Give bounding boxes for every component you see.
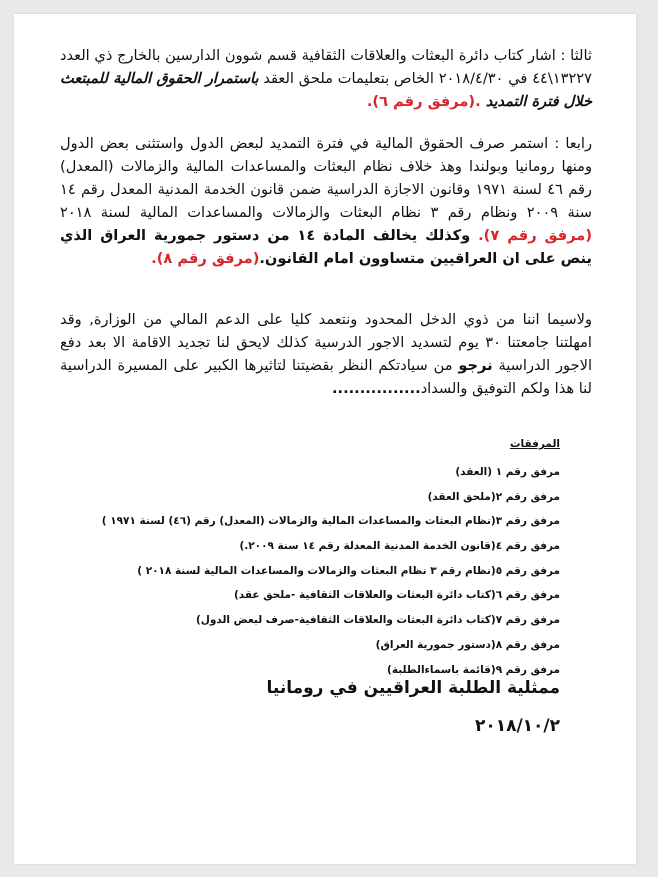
attachment-item: مرفق رقم ٢(ملحق العقد) <box>427 490 560 503</box>
paragraph-request <box>60 308 592 400</box>
paragraph-request-text-1: ولاسيما اننا من ذوي الدخل المحدود ونتعمد كليا على الدعم المالي من الوزارة, وقد امهلتنا جامعتنا ٣٠ يوم لتسديد الاجور الدرسية كذلك لايحق لنا تجديد الاقامة الا بعد دفع الاجور الدراسية <box>60 311 592 374</box>
attachment-item: مرفق رقم ٨(دستور جمورية العراق) <box>375 638 560 651</box>
attachment-item: مرفق رقم ٩(قائمة باسماءالطلبة) <box>387 663 560 676</box>
document-page <box>14 14 636 864</box>
attachment-item: مرفق رقم ١ (العقد) <box>455 466 560 478</box>
paragraph-request-text-2: من سيادتكم النظر بقضيتنا لتاثيرها الكبير على المسيرة الدراسية لنا هذا ولكم التوفيق والسداد <box>60 357 592 397</box>
attachment-item: مرفق رقم ٧(كتاب دائرة البعثات والعلاقات الثقافية-صرف لبعض الدول) <box>195 614 560 627</box>
attachments-list <box>60 460 560 682</box>
attachment-item: مرفق رقم ٣(نظام البعثات والمساعدات المالية والزمالات (المعدل) رقم (٤٦) لسنة ١٩٧١ ) <box>101 515 560 528</box>
document-date: ٢٠١٨/١٠/٢ <box>474 716 560 736</box>
attachment-item: مرفق رقم ٥(نظام رقم ٣ نظام البعثات والزمالات والمساعدات المالية لسنة ٢٠١٨ ) <box>137 564 560 577</box>
attachment-ref-8: (مرفق رقم ٨). <box>151 250 260 267</box>
attachments-title: المرفقات <box>509 438 560 450</box>
paragraph-third-text: ثالثا : اشار كتاب دائرة البعثات والعلاقات الثقافية قسم شوون الدارسين بالخارج ذي العدد ١٣٢٢٧\٤٤ في ٢٠١٨/٤/٣٠ الخاص بتعليمات ملحق العقد <box>60 47 592 87</box>
attachment-item: مرفق رقم ٤(قانون الخدمة المدنية المعدلة رقم ١٤ سنة ٢٠٠٩.) <box>239 540 560 553</box>
paragraph-request-bold: نرجو <box>458 357 493 374</box>
paragraph-fourth <box>60 132 592 270</box>
paragraph-fourth-bold: وكذلك يخالف المادة ١٤ من دستور جمورية العراق الذي ينص على ان العراقيين متساوون امام القانون. <box>60 227 592 267</box>
paragraph-fourth-text: رابعا : استمر صرف الحقوق المالية في فترة التمديد لبعض الدول واستثنى بعض الدول ومنها رومانيا وبولندا وهذ خلاف نظام البعثات والمساعدات المالية والزمالات (المعدل) رقم ٤٦ لسنة ١٩٧١ وقانون الاجازة الدراسية ضمن قانون الخدمة المدنية المعدل رقم ١٤ سنة ٢٠٠٩ ونظام رقم ٣ نظام البعثات والزمالات والمساعدات المالية لسنة ٢٠١٨ <box>60 135 592 221</box>
paragraph-third-emphasis: باستمرار الحقوق المالية للمبتعث خلال فترة التمديد <box>60 70 592 110</box>
paragraph-third <box>60 44 592 113</box>
attachment-item: مرفق رقم ٦(كتاب دائرة البعثات والعلاقات الثقافية -ملحق عقد) <box>233 589 560 602</box>
attachment-ref-6: .(مرفق رقم ٦). <box>366 93 486 110</box>
attachment-ref-7: (مرفق رقم ٧). <box>470 227 592 244</box>
paragraph-request-dots: ................ <box>331 380 421 397</box>
signature: ممثلية الطلبة العراقيين في رومانيا <box>266 678 560 698</box>
